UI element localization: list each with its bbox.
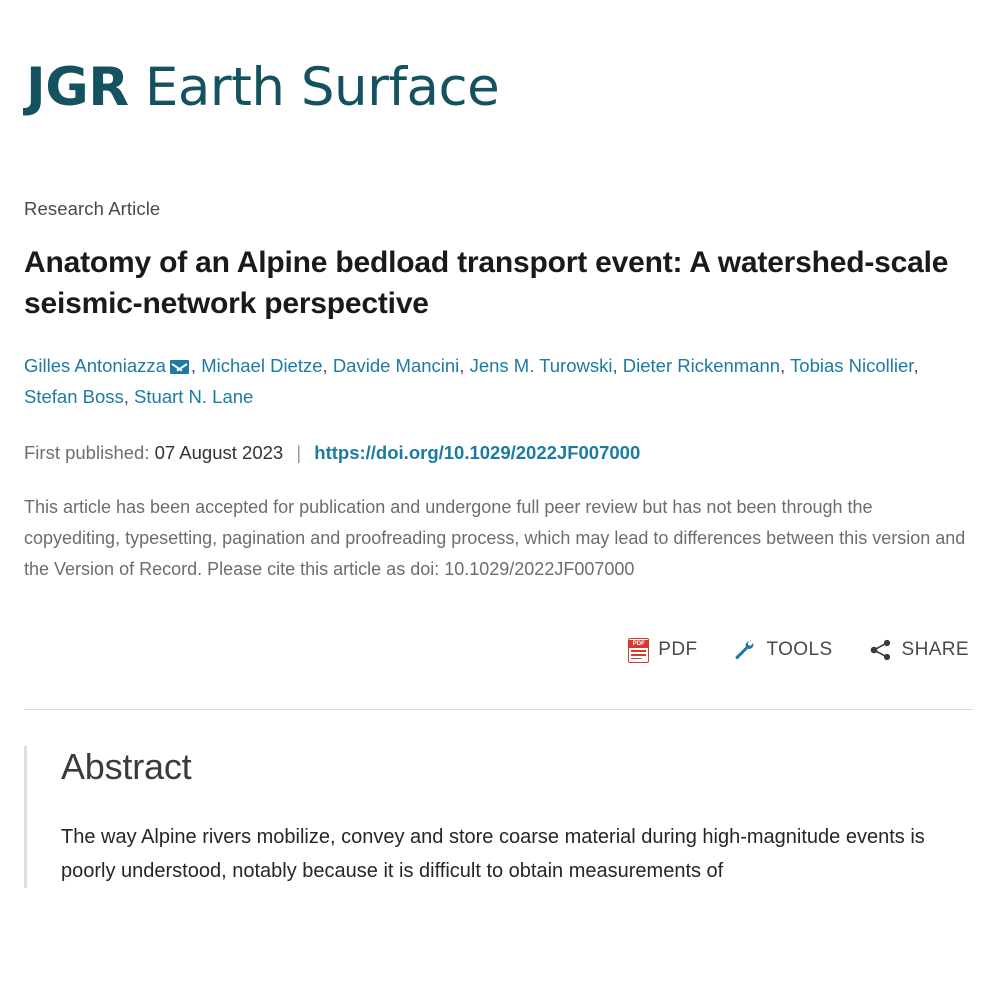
journal-title-rest: Earth Surface	[128, 57, 500, 118]
page-title: Anatomy of an Alpine bedload transport event: A watershed-scale seismic-network perspective	[24, 246, 949, 320]
pdf-button-label: PDF	[658, 639, 698, 660]
author-link[interactable]: Dieter Rickenmann	[622, 355, 781, 376]
wrench-icon	[733, 638, 757, 662]
pdf-icon	[628, 638, 649, 663]
doi-link[interactable]: https://doi.org/10.1029/2022JF007000	[314, 442, 641, 463]
author-link[interactable]: Jens M. Turowski	[469, 355, 613, 376]
author-link[interactable]: Gilles Antoniazza	[24, 355, 166, 376]
author-list: Gilles Antoniazza , Michael Dietze, Davide Mancini, Jens M. Turowski, Dieter Rickenmann, Tobias Nicollier, Stefan Boss, Stuart N. Lane	[24, 355, 919, 407]
journal-title-bold: JGR	[26, 57, 129, 118]
pubinfo-separator: |	[296, 442, 302, 463]
article-type-label: Research Article	[24, 198, 161, 219]
article-tools-bar	[24, 633, 973, 667]
publication-info	[24, 442, 973, 464]
first-published-date: 07 August 2023	[154, 442, 284, 463]
share-button[interactable]	[869, 639, 969, 661]
abstract-section	[24, 746, 973, 888]
journal-masthead	[24, 0, 973, 154]
journal-title	[26, 58, 973, 118]
author-link[interactable]: Stefan Boss	[24, 386, 124, 407]
author-link[interactable]: Davide Mancini	[332, 355, 460, 376]
author-link[interactable]: Stuart N. Lane	[134, 386, 254, 407]
share-icon	[869, 639, 893, 661]
abstract-text: The way Alpine rivers mobilize, convey and store coarse material during high-magnitude events is poorly understood, notably because it is difficult to obtain measurements of	[61, 826, 925, 882]
author-link[interactable]: Michael Dietze	[201, 355, 323, 376]
tools-button[interactable]	[733, 638, 832, 662]
share-button-label: SHARE	[901, 639, 969, 660]
envelope-icon[interactable]	[170, 360, 189, 374]
first-published-label: First published:	[24, 442, 150, 463]
tools-button-label: TOOLS	[766, 639, 833, 660]
acceptance-disclaimer: This article has been accepted for publication and undergone full peer review but has not been through the copyediting, typesetting, pagination and proofreading process, which may lead to differences between this version and the Version of Record. Please cite this article as doi: 10.1029/2022JF007000	[24, 497, 966, 579]
section-divider	[24, 709, 973, 710]
author-link[interactable]: Tobias Nicollier	[790, 355, 914, 376]
pdf-button[interactable]	[628, 638, 697, 663]
abstract-heading: Abstract	[61, 746, 192, 787]
